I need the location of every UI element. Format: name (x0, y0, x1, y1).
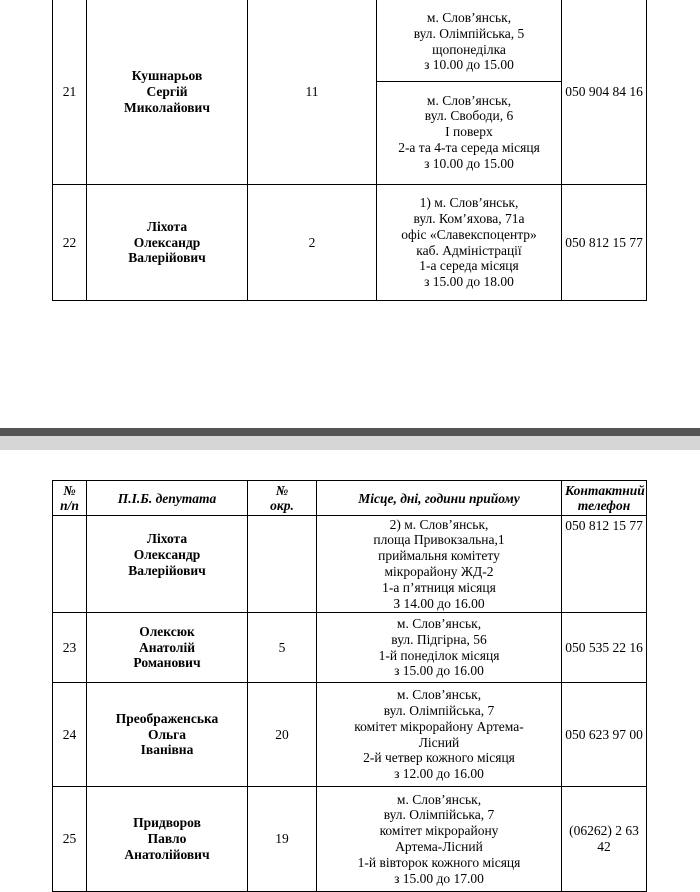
deputy-name: Олексюк Анатолій Романович (87, 613, 248, 683)
deputy-name: Ліхота Олександр Валерійович (87, 516, 248, 613)
deputy-name: Преображенська Ольга Іванівна (87, 683, 248, 787)
table-row (53, 787, 647, 892)
district-number: 19 (248, 787, 317, 892)
table-row (53, 683, 647, 787)
reception-place: м. Слов’янськ, вул. Олімпійська, 7 комітет мікрорайону Артема- Лісний 2-й четвер кожного місяця з 12.00 до 16.00 (317, 683, 562, 787)
deputies-table-page-2 (52, 480, 647, 892)
district-number: 2 (248, 185, 377, 301)
reception-place-2: м. Слов’янськ, вул. Свободи, 6 І поверх 2-а та 4-та середа місяця з 10.00 до 15.00 (377, 81, 561, 182)
table-row (53, 185, 647, 301)
reception-place: 1) м. Слов’янськ, вул. Ком’яхова, 71а офіс «Славекспоцентр» каб. Адміністрації 1-а середа місяця з 15.00 до 18.00 (377, 185, 562, 301)
table-row (53, 516, 647, 613)
row-number: 21 (53, 0, 87, 185)
reception-place: 2) м. Слов’янськ, площа Привокзальна,1 приймальня комітету мікрорайону ЖД-2 1-а п’ятниця місяця З 14.00 до 16.00 (317, 516, 562, 613)
contact-phone: 050 904 84 16 (562, 0, 647, 185)
page-2 (0, 450, 700, 892)
reception-place: м. Слов’янськ, вул. Підгірна, 56 1-й понеділок місяця з 15.00 до 16.00 (317, 613, 562, 683)
district-number: 11 (248, 0, 377, 185)
row-number: 22 (53, 185, 87, 301)
page-separator (0, 428, 700, 450)
deputies-table-page-1 (52, 0, 647, 301)
district-number: 20 (248, 683, 317, 787)
row-number (53, 516, 87, 613)
page-1 (0, 0, 700, 428)
reception-place (377, 0, 562, 185)
header-number: № п/п (53, 481, 87, 516)
district-number (248, 516, 317, 613)
header-place: Місце, дні, години прийому (317, 481, 562, 516)
contact-phone: 050 812 15 77 (562, 516, 647, 613)
reception-place: м. Слов’янськ, вул. Олімпійська, 7 комітет мікрорайону Артема-Лісний 1-й вівторок кожного місяця з 15.00 до 17.00 (317, 787, 562, 892)
reception-place-1: м. Слов’янськ, вул. Олімпійська, 5 щопонеділка з 10.00 до 15.00 (413, 9, 525, 73)
row-number: 25 (53, 787, 87, 892)
table-header-row (53, 481, 647, 516)
district-number: 5 (248, 613, 317, 683)
header-district: № окр. (248, 481, 317, 516)
deputy-name: Придворов Павло Анатолійович (87, 787, 248, 892)
table-row (53, 0, 647, 185)
contact-phone: (06262) 2 63 42 (562, 787, 647, 892)
deputy-name: Кушнарьов Сергій Миколайович (87, 0, 248, 185)
row-number: 24 (53, 683, 87, 787)
contact-phone: 050 812 15 77 (562, 185, 647, 301)
contact-phone: 050 623 97 00 (562, 683, 647, 787)
header-name: П.І.Б. депутата (87, 481, 248, 516)
table-row (53, 613, 647, 683)
header-phone: Контактний телефон (562, 481, 647, 516)
deputy-name: Ліхота Олександр Валерійович (87, 185, 248, 301)
contact-phone: 050 535 22 16 (562, 613, 647, 683)
row-number: 23 (53, 613, 87, 683)
